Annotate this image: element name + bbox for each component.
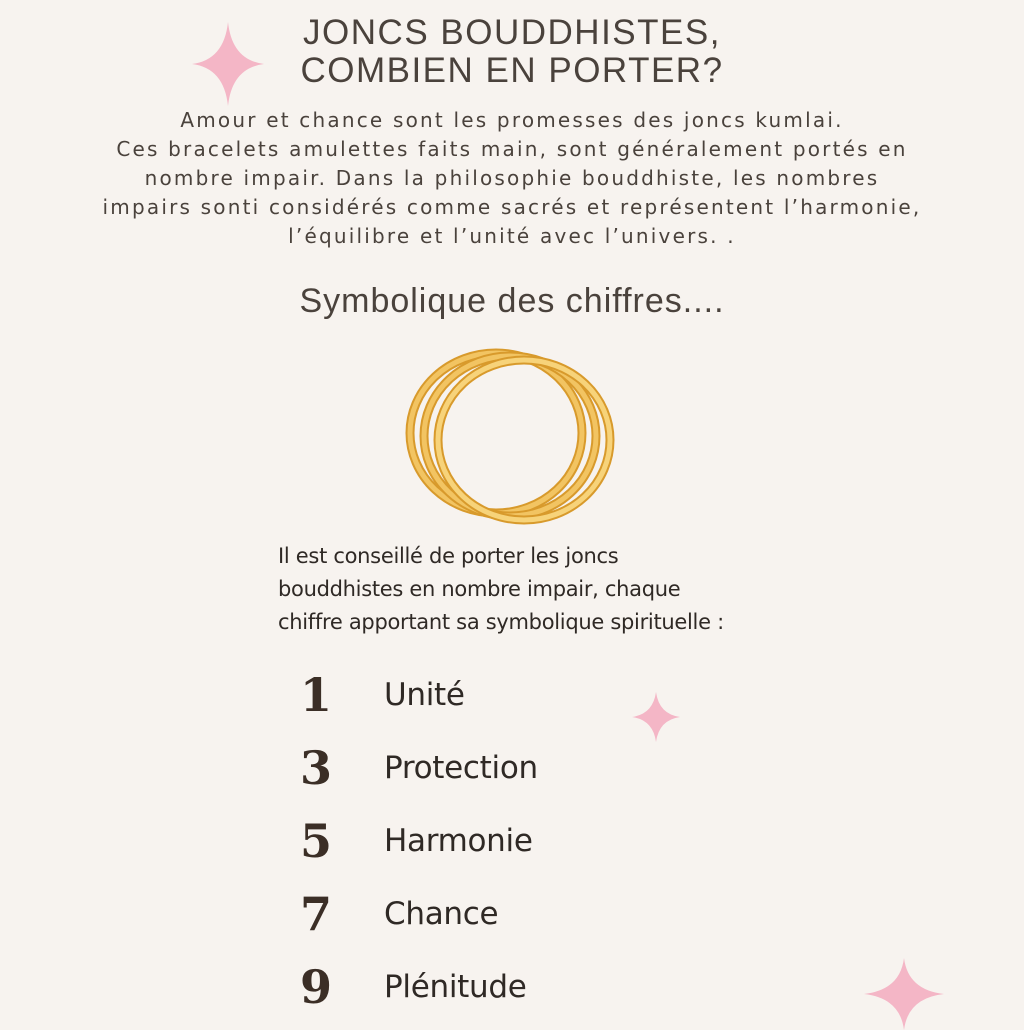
number: 3 [299, 740, 332, 795]
advice-line: chiffre apportant sa symbolique spirituelle : [278, 610, 724, 634]
list-item [290, 877, 538, 950]
meaning: Plénitude [384, 968, 527, 1005]
section-subtitle: Symbolique des chiffres.... [299, 282, 725, 320]
advice-text [278, 540, 818, 639]
intro-line: l’équilibre et l’unité avec l’univers. . [288, 224, 736, 248]
meaning: Protection [384, 749, 538, 786]
number: 5 [299, 813, 332, 868]
page-title [0, 14, 1024, 90]
list-item [290, 950, 538, 1023]
sparkle-icon [632, 692, 680, 742]
gold-bangles-icon [398, 340, 628, 530]
intro-paragraph [20, 106, 1004, 251]
intro-line: impairs sonti considérés comme sacrés et représentent l’harmonie, [102, 195, 922, 219]
advice-line: Il est conseillé de porter les joncs [278, 544, 619, 568]
list-item [290, 804, 538, 877]
meaning: Unité [384, 676, 465, 713]
sparkle-icon [864, 958, 944, 1030]
meaning: Harmonie [384, 822, 533, 859]
number: 9 [299, 959, 332, 1014]
meaning: Chance [384, 895, 499, 932]
intro-line: Ces bracelets amulettes faits main, sont généralement portés en [116, 137, 908, 161]
list-item [290, 658, 538, 731]
title-line: JONCS BOUDDHISTES, [303, 13, 721, 52]
number-symbol-list [290, 658, 538, 1023]
number: 7 [299, 886, 332, 941]
advice-line: bouddhistes en nombre impair, chaque [278, 577, 681, 601]
list-item [290, 731, 538, 804]
title-line: COMBIEN EN PORTER? [300, 51, 724, 90]
intro-line: nombre impair. Dans la philosophie bouddhiste, les nombres [144, 166, 880, 190]
intro-line: Amour et chance sont les promesses des joncs kumlai. [180, 108, 844, 132]
number: 1 [299, 667, 332, 722]
